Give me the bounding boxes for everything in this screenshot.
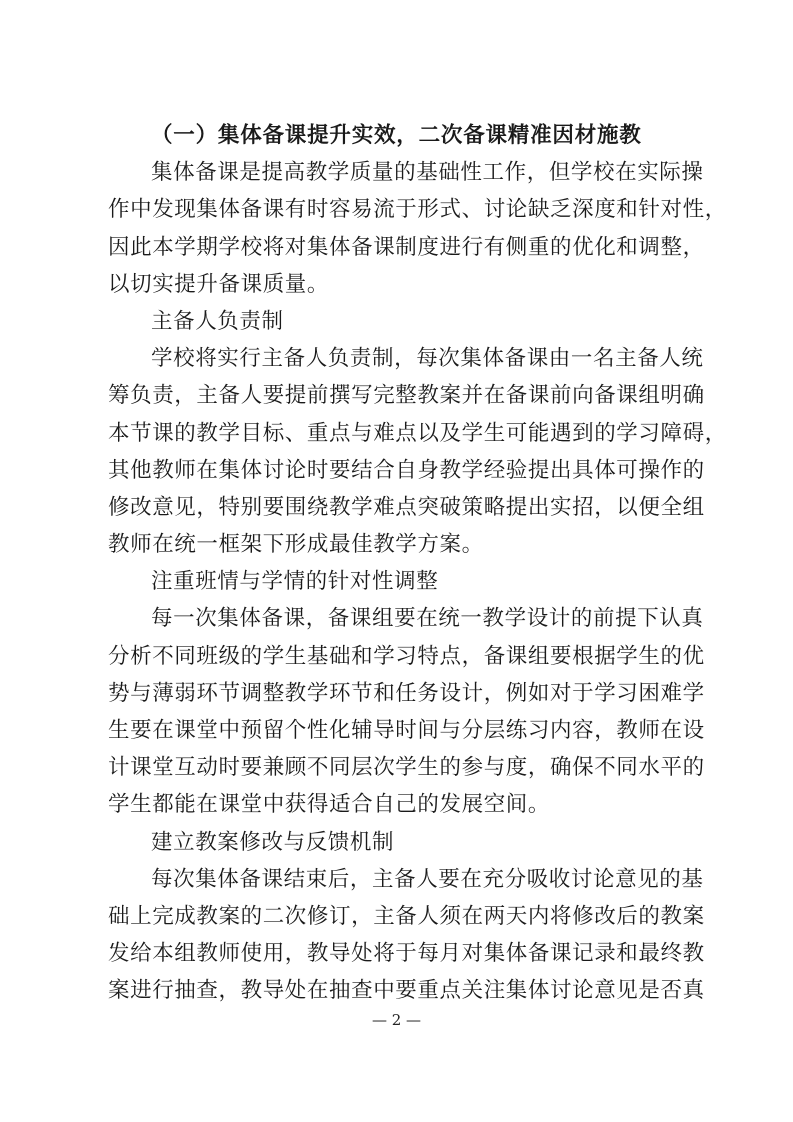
paragraph-2-line-5: 修改意见，特别要围绕教学难点突破策略提出实招，以便全组: [108, 494, 705, 520]
paragraph-1-line-1: 集体备课是提高教学质量的基础性工作，但学校在实际操: [151, 160, 704, 186]
paragraph-1-line-4: 以切实提升备课质量。: [108, 271, 330, 297]
subheading-class-adjustment: 注重班情与学情的针对性调整: [151, 569, 439, 595]
paragraph-2-line-2: 筹负责，主备人要提前撰写完整教案并在备课前向备课组明确: [108, 383, 705, 409]
paragraph-4-line-3: 发给本组教师使用，教导处将于每月对集体备课记录和最终教: [108, 941, 705, 967]
paragraph-1-line-3: 因此本学期学校将对集体备课制度进行有侧重的优化和调整，: [108, 234, 705, 260]
paragraph-2-line-3: 本节课的教学目标、重点与难点以及学生可能遇到的学习障碍，: [108, 420, 727, 446]
paragraph-4-line-4: 案进行抽查，教导处在抽查中要重点关注集体讨论意见是否真: [108, 978, 705, 1004]
paragraph-3-line-1: 每一次集体备课，备课组要在统一教学设计的前提下认真: [151, 606, 704, 632]
paragraph-1-line-2: 作中发现集体备课有时容易流于形式、讨论缺乏深度和针对性，: [108, 197, 727, 223]
subheading-lead-preparer: 主备人负责制: [151, 308, 284, 334]
section-heading: （一）集体备课提升实效，二次备课精准因材施教: [151, 123, 642, 148]
paragraph-2-line-4: 其他教师在集体讨论时要结合自身教学经验提出具体可操作的: [108, 457, 705, 483]
paragraph-3-line-6: 学生都能在课堂中获得适合自己的发展空间。: [108, 792, 551, 818]
paragraph-3-line-4: 生要在课堂中预留个性化辅导时间与分层练习内容，教师在设: [108, 718, 705, 743]
document-body: [108, 117, 727, 1010]
paragraph-3-line-2: 分析不同班级的学生基础和学习特点，备课组要根据学生的优: [108, 643, 705, 669]
paragraph-4-line-1: 每次集体备课结束后，主备人要在充分吸收讨论意见的基: [151, 866, 704, 892]
page-number: — 2 —: [371, 1011, 422, 1029]
paragraph-3-line-3: 势与薄弱环节调整教学环节和任务设计，例如对于学习困难学: [108, 680, 705, 706]
paragraph-4-line-2: 础上完成教案的二次修订，主备人须在两天内将修改后的教案: [108, 903, 705, 929]
paragraph-3-line-5: 计课堂互动时要兼顾不同层次学生的参与度，确保不同水平的: [108, 755, 705, 781]
paragraph-2-line-6: 教师在统一框架下形成最佳教学方案。: [108, 532, 484, 558]
paragraph-2-line-1: 学校将实行主备人负责制，每次集体备课由一名主备人统: [151, 346, 704, 372]
subheading-feedback-mechanism: 建立教案修改与反馈机制: [151, 829, 395, 855]
